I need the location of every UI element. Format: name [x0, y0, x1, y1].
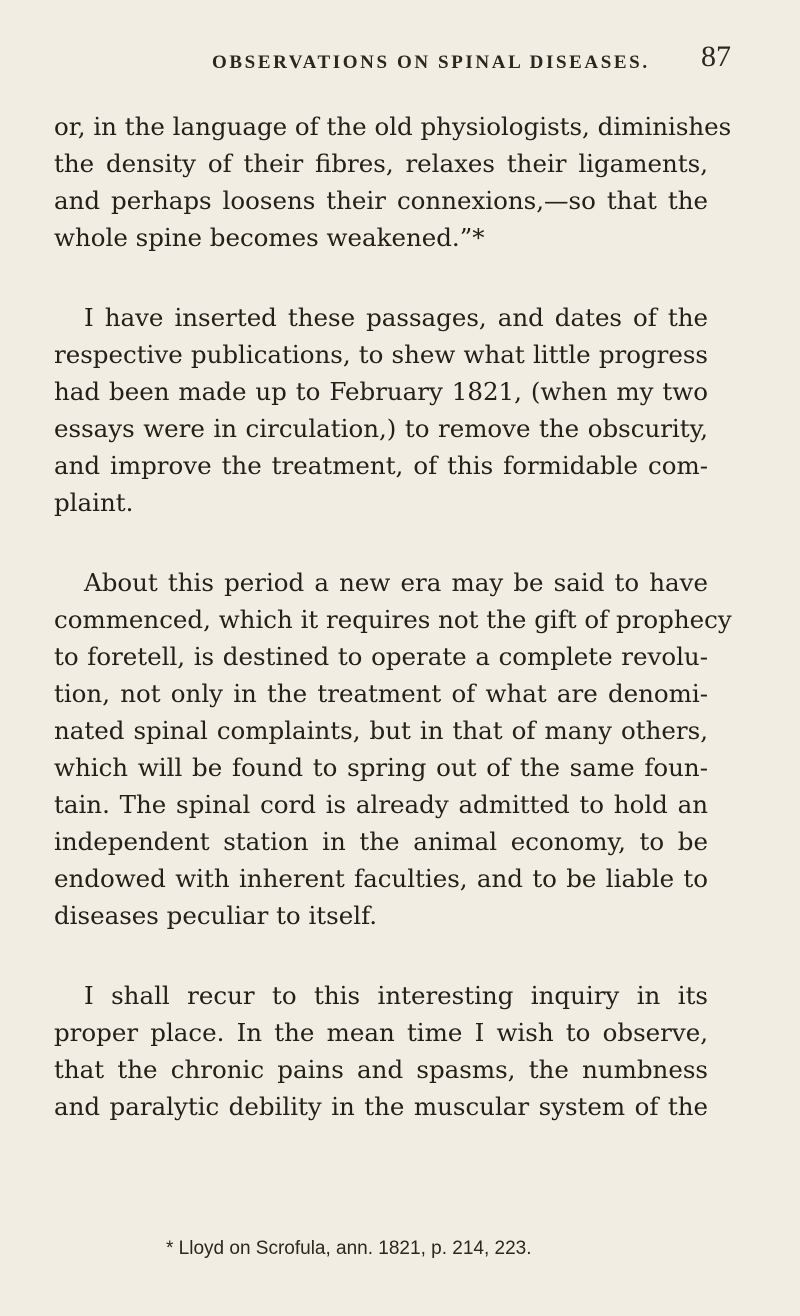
paragraph-2 — [54, 299, 708, 521]
text-line: or, in the language of the old physiologists, diminishes — [54, 112, 732, 141]
text-line: to foretell, is destined to operate a complete revolu- — [54, 642, 708, 671]
paragraph-3 — [54, 564, 732, 934]
text-line: the density of their fibres, relaxes their ligaments, — [54, 149, 708, 178]
text-line: and perhaps loosens their connexions,—so that the — [54, 186, 708, 215]
body-text — [54, 108, 732, 1125]
text-line: commenced, which it requires not the gift of prophecy — [54, 605, 732, 634]
running-head: OBSERVATIONS ON SPINAL DISEASES. — [212, 52, 650, 73]
text-line: endowed with inherent faculties, and to be liable to — [54, 864, 708, 893]
text-line: and paralytic debility in the muscular system of the — [54, 1092, 708, 1121]
text-line: I have inserted these passages, and dates of the — [84, 303, 708, 332]
text-line: proper place. In the mean time I wish to observe, — [54, 1018, 708, 1047]
text-line: respective publications, to shew what little progress — [54, 340, 708, 369]
paragraph-1 — [54, 108, 732, 256]
text-line: tion, not only in the treatment of what are denomi- — [54, 679, 708, 708]
text-line: About this period a new era may be said to have — [84, 568, 708, 597]
text-line: independent station in the animal economy, to be — [54, 827, 708, 856]
text-line: which will be found to spring out of the same foun- — [54, 753, 708, 782]
text-line: and improve the treatment, of this formidable com- — [54, 451, 708, 480]
text-line: tain. The spinal cord is already admitted to hold an — [54, 790, 708, 819]
text-line: essays were in circulation,) to remove the obscurity, — [54, 414, 708, 443]
footnote: * Lloyd on Scrofula, ann. 1821, p. 214, 223. — [166, 1238, 532, 1259]
page-number: 87 — [701, 40, 731, 73]
text-line: I shall recur to this interesting inquiry in its — [84, 981, 708, 1010]
text-line: plaint. — [54, 488, 134, 517]
text-line: that the chronic pains and spasms, the numbness — [54, 1055, 708, 1084]
text-line: nated spinal complaints, but in that of many others, — [54, 716, 708, 745]
text-line: diseases peculiar to itself. — [54, 901, 378, 930]
text-line: had been made up to February 1821, (when my two — [54, 377, 708, 406]
paragraph-4 — [54, 977, 708, 1125]
text-line: whole spine becomes weakened.”* — [54, 223, 485, 252]
